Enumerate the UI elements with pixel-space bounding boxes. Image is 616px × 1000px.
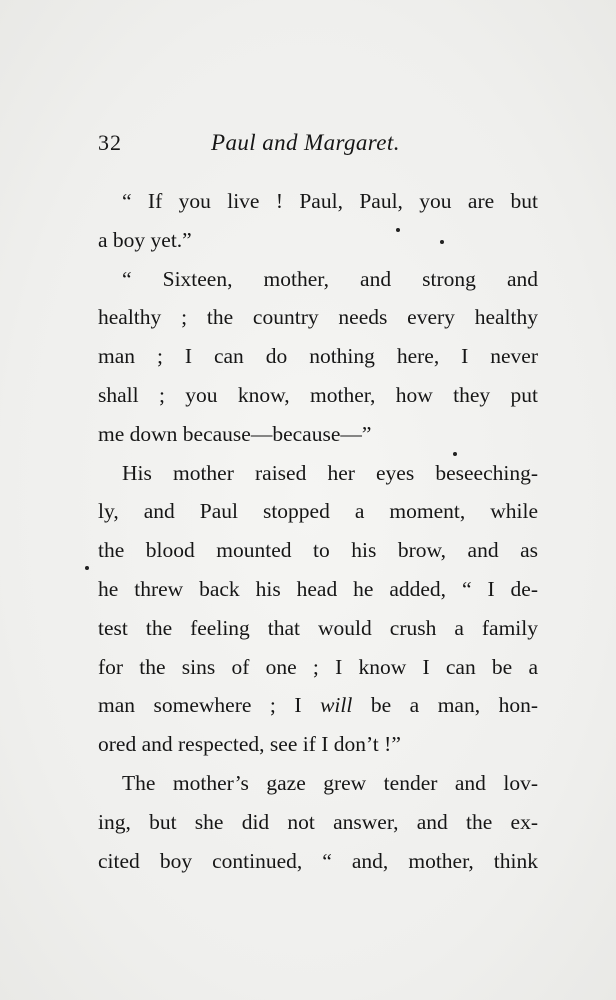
text-line: ly, and Paul stopped a moment, while xyxy=(98,499,538,524)
text-line: cited boy continued, “ and, mother, think xyxy=(98,848,538,873)
text-line: shall ; you know, mother, how they put xyxy=(98,382,538,407)
page-header xyxy=(98,130,538,162)
ink-speck xyxy=(453,452,457,456)
ink-speck xyxy=(440,240,444,244)
text-line: me down because—because—” xyxy=(98,421,372,446)
text-line: man somewhere ; I will be a man, hon- xyxy=(98,693,538,718)
text-line: ing, but she did not answer, and the ex- xyxy=(98,809,538,834)
page-number: 32 xyxy=(98,130,122,155)
text-line: ored and respected, see if I don’t !” xyxy=(98,732,401,757)
text-line: man ; I can do nothing here, I never xyxy=(98,344,538,369)
emphasized-word: will xyxy=(320,693,353,718)
text-line: “ If you live ! Paul, Paul, you are but xyxy=(122,189,538,213)
ink-speck xyxy=(396,228,400,232)
ink-speck xyxy=(85,566,89,570)
text-line: for the sins of one ; I know I can be a xyxy=(98,654,538,679)
text-line: a boy yet.” xyxy=(98,227,192,252)
text-line: The mother’s gaze grew tender and lov- xyxy=(122,770,538,795)
text-line: he threw back his head he added, “ I de- xyxy=(98,576,538,601)
text-line: His mother raised her eyes beseeching- xyxy=(122,460,538,485)
text-line: healthy ; the country needs every healthy xyxy=(98,305,538,330)
running-title: Paul and Margaret. xyxy=(211,130,400,155)
body-text xyxy=(98,182,538,880)
text-line: “ Sixteen, mother, and strong and xyxy=(122,266,538,291)
text-line: test the feeling that would crush a family xyxy=(98,615,538,640)
text-line: the blood mounted to his brow, and as xyxy=(98,538,538,563)
